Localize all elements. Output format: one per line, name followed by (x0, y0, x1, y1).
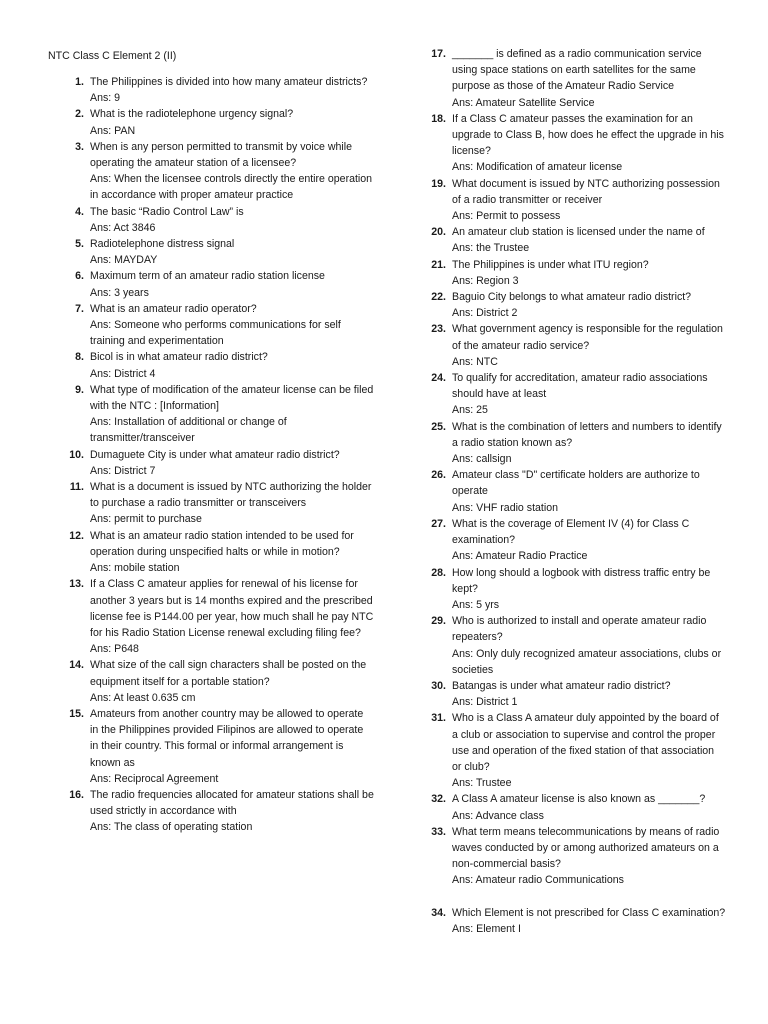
answer-text: Ans: the Trustee (452, 242, 530, 255)
question-text: Radiotelephone distress signal (90, 238, 235, 251)
question-item (62, 236, 374, 268)
question-text: If a Class C amateur applies for renewal of his license for another 3 years but is 14 months expired and the prescribed license fee is P144.00 per year, how much shall he pay NTC for his Radio Station License renewal excluding filing fee? (90, 578, 374, 639)
question-item (424, 176, 726, 225)
answer-text: Ans: Permit to possess (452, 210, 561, 223)
question-number: 27. (431, 517, 446, 530)
answer-text: Ans: Advance class (452, 809, 544, 822)
question-number: 24. (431, 372, 446, 385)
question-text: Amateurs from another country may be allowed to operate in the Philippines provided Filipinos are allowed to operate in their country. This formal or informal arrangement is known as (90, 707, 364, 769)
answer-text: Ans: Trustee (452, 777, 512, 790)
question-text: _______ is defined as a radio communication service using space stations on earth satellites for the same purpose as those of the Amateur Radio Service (452, 48, 702, 93)
question-text: What government agency is responsible for the regulation of the amateur radio service? (452, 323, 723, 352)
question-text: Amateur class "D" certificate holders are authorize to operate (452, 469, 700, 498)
question-text: The Philippines is divided into how many amateur districts? (90, 76, 368, 88)
question-number: 22. (431, 291, 446, 304)
question-list-right (424, 46, 726, 937)
question-item (424, 516, 726, 565)
question-text: Maximum term of an amateur radio station license (90, 270, 325, 283)
question-text: Batangas is under what amateur radio district? (452, 679, 671, 692)
question-text: What size of the call sign characters shall be posted on the equipment itself for a portable station? (90, 659, 367, 688)
question-number: 16. (69, 788, 84, 801)
question-number: 26. (431, 469, 446, 482)
question-item (424, 565, 726, 614)
question-number: 2. (75, 108, 84, 121)
question-text: What is a document is issued by NTC authorizing the holder to purchase a radio transmitter or transceivers (90, 481, 372, 510)
question-text: What is the coverage of Element IV (4) for Class C examination? (452, 517, 690, 547)
answer-text: Ans: District 2 (452, 307, 518, 320)
question-number: 32. (431, 793, 446, 806)
question-number: 6. (75, 270, 84, 283)
question-number: 17. (431, 48, 446, 60)
answer-text: Ans: NTC (452, 355, 498, 368)
answer-text: Ans: Element I (452, 922, 521, 935)
answer-text: Ans: District 7 (90, 464, 156, 477)
answer-text: Ans: Someone who performs communications for self training and experimentation (90, 319, 341, 348)
answer-text: Ans: PAN (90, 124, 136, 137)
question-text: Bicol is in what amateur radio district? (90, 351, 268, 364)
question-text: Who is a Class A amateur duly appointed by the board of a club or association to supervise and control the proper use and operation of the fixed station of that association or club? (452, 712, 719, 773)
question-text: What is an amateur radio operator? (90, 302, 257, 315)
question-item (424, 419, 726, 468)
question-number: 14. (69, 659, 84, 672)
question-item (62, 706, 374, 787)
question-number: 5. (75, 238, 84, 251)
question-number: 8. (75, 351, 84, 364)
question-text: Who is authorized to install and operate amateur radio repeaters? (452, 615, 707, 644)
question-text: When is any person permitted to transmit by voice while operating the amateur station of a licensee? (90, 140, 353, 170)
answer-text: Ans: 3 years (90, 286, 149, 299)
answer-text: Ans: Installation of additional or change of transmitter/transceiver (90, 416, 287, 445)
question-text: If a Class C amateur passes the examination for an upgrade to Class B, how does he effect the upgrade in his license? (452, 112, 724, 158)
question-item (62, 106, 374, 138)
answer-text: Ans: 5 yrs (452, 598, 500, 611)
question-number: 3. (75, 140, 84, 153)
answer-text: Ans: At least 0.635 cm (90, 691, 196, 704)
question-text: The radio frequencies allocated for amateur stations shall be used strictly in accordance with (90, 788, 374, 818)
question-item (424, 613, 726, 678)
answer-text: Ans: VHF radio station (452, 501, 558, 514)
answer-text: Ans: District 4 (90, 367, 156, 380)
answer-text: Ans: permit to purchase (90, 513, 202, 526)
question-item (424, 678, 726, 710)
answer-text: Ans: callsign (452, 453, 512, 466)
question-number: 33. (431, 825, 446, 838)
question-item (424, 46, 726, 111)
answer-text: Ans: Reciprocal Agreement (90, 772, 219, 785)
answer-text: Ans: Amateur Radio Practice (452, 550, 588, 563)
question-item (62, 447, 374, 479)
document-title: NTC Class C Element 2 (II) (48, 50, 177, 62)
answer-text: Ans: mobile station (90, 562, 180, 575)
answer-text: Ans: The class of operating station (90, 821, 253, 834)
question-text: The basic “Radio Control Law” is (90, 205, 244, 218)
question-text: What document is issued by NTC authorizing possession of a radio transmitter or receiver (452, 177, 720, 206)
question-item (424, 111, 726, 176)
question-item (62, 382, 374, 447)
question-item (62, 576, 374, 657)
answer-text: Ans: P648 (90, 643, 139, 656)
question-item (62, 479, 374, 528)
answer-text: Ans: MAYDAY (90, 254, 158, 267)
answer-text: Ans: Only duly recognized amateur associations, clubs or societies (452, 647, 722, 676)
question-number: 21. (431, 258, 446, 271)
question-text: Dumaguete City is under what amateur radio district? (90, 448, 340, 461)
question-number: 13. (69, 578, 84, 591)
question-item (62, 268, 374, 300)
question-number: 4. (75, 205, 84, 218)
question-item (424, 905, 726, 937)
question-item (424, 791, 726, 823)
question-number: 1. (75, 76, 84, 88)
question-item (62, 139, 374, 204)
question-item (62, 301, 374, 350)
question-item (424, 321, 726, 370)
question-text: An amateur club station is licensed under the name of (452, 226, 705, 239)
question-text: A Class A amateur license is also known as _______? (452, 793, 706, 806)
answer-text: Ans: 9 (90, 92, 121, 105)
question-number: 7. (75, 302, 84, 315)
question-item (62, 787, 374, 836)
question-item (62, 74, 374, 106)
question-text: What term means telecommunications by means of radio waves conducted by or among authorized amateurs on a non-commercial basis? (452, 825, 720, 871)
answer-text: Ans: District 1 (452, 696, 518, 709)
answer-text: Ans: Act 3846 (90, 221, 156, 234)
answer-text: Ans: Amateur radio Communications (452, 874, 624, 887)
question-item (62, 528, 374, 577)
question-number: 10. (69, 448, 84, 461)
question-number: 18. (431, 112, 446, 125)
question-item (424, 710, 726, 791)
question-item (424, 224, 726, 256)
question-text: The Philippines is under what ITU region? (452, 258, 649, 271)
question-text: How long should a logbook with distress traffic entry be kept? (452, 566, 711, 595)
answer-text: Ans: When the licensee controls directly the entire operation in accordance with proper amateur practice (90, 173, 373, 202)
answer-text: Ans: Modification of amateur license (452, 161, 623, 174)
question-item (424, 467, 726, 516)
question-text: Which Element is not prescribed for Class C examination? (452, 906, 726, 919)
question-number: 19. (431, 177, 446, 190)
question-item (62, 204, 374, 236)
question-text: To qualify for accreditation, amateur radio associations should have at least (452, 372, 708, 401)
answer-text: Ans: 25 (452, 404, 488, 417)
question-item (424, 257, 726, 289)
question-number: 28. (431, 566, 446, 579)
question-number: 25. (431, 420, 446, 433)
answer-text: Ans: Amateur Satellite Service (452, 96, 595, 109)
question-item (62, 657, 374, 706)
question-item (424, 289, 726, 321)
question-number: 11. (69, 481, 84, 494)
question-list-left (62, 74, 374, 836)
question-item (62, 349, 374, 381)
question-number: 23. (431, 323, 446, 336)
question-text: What is the radiotelephone urgency signal? (90, 108, 294, 121)
question-number: 29. (431, 615, 446, 628)
question-number: 9. (75, 383, 84, 396)
question-item (424, 824, 726, 889)
question-number: 30. (431, 679, 446, 692)
answer-text: Ans: Region 3 (452, 274, 519, 287)
question-number: 34. (431, 906, 446, 919)
question-number: 31. (431, 712, 446, 725)
question-number: 15. (69, 707, 84, 720)
question-number: 20. (431, 226, 446, 239)
question-item (424, 370, 726, 419)
question-text: What is the combination of letters and numbers to identify a radio station known as? (452, 420, 722, 449)
question-text: Baguio City belongs to what amateur radio district? (452, 291, 692, 304)
question-text: What is an amateur radio station intended to be used for operation during unspecified halts or while in motion? (90, 529, 354, 558)
question-number: 12. (69, 529, 84, 542)
question-text: What type of modification of the amateur license can be filed with the NTC : [Information] (90, 383, 374, 413)
